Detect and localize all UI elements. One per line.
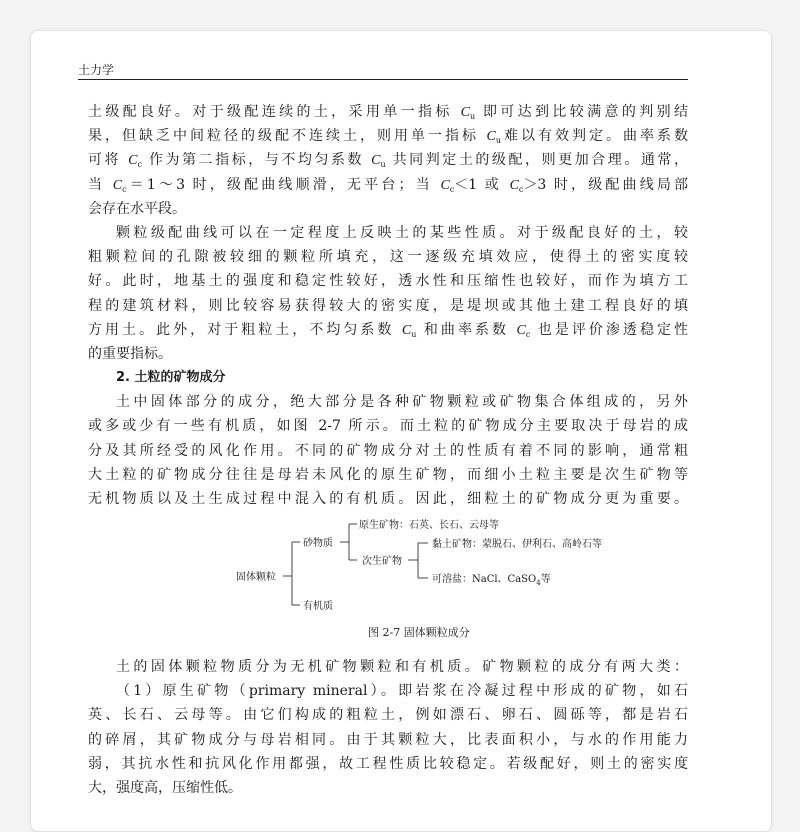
- paragraph-line: 的重要指标。: [88, 345, 172, 362]
- node-primary-mineral: 原生矿物：石英、长石、云母等: [359, 520, 499, 531]
- node-organic: 有机质: [303, 601, 333, 612]
- figure-caption: 图 2-7 固体颗粒成分: [368, 626, 470, 639]
- paragraph-line: 的碎屑，其矿物成分与母岩相同。由于其颗粒大，比表面积小，与水的作用能力: [88, 731, 688, 748]
- paragraph-line: 当 $C_c=1\sim 3$ 时，级配曲线顺滑，无平台；当 $C_c<1$ 或 $C_c>3$ 时，级配曲线局部: [88, 176, 689, 194]
- paragraph-line: 可将 $C_c$ 作为第二指标，与不均匀系数 $C_u$ 共同判定土的级配，则更加合理。通常，: [88, 152, 689, 170]
- running-header: 土力学: [78, 63, 115, 77]
- paragraph-line: 土中固体部分的成分，绝大部分是各种矿物颗粒或矿物集合体组成的，另外: [116, 394, 688, 411]
- paragraph-line: 无机物质以及土生成过程中混入的有机质。因此，细粒土的矿物成分更为重要。: [88, 491, 688, 507]
- node-soluble-salt: 可溶盐：NaCl、CaSO$_4$等: [432, 574, 551, 587]
- body-text-lower: [88, 655, 688, 800]
- header-rule: [78, 79, 688, 80]
- paragraph-line: 大，强度高，压缩性低。: [88, 779, 242, 796]
- paragraph-line: （1）原生矿物（primary mineral）。即岩浆在冷凝过程中形成的矿物，如石: [116, 683, 688, 700]
- paragraph-line: 程的建筑材料，则比较容易获得较大的密实度，是堤坝或其他土建工程良好的填: [88, 297, 688, 314]
- paragraph-line: 土的固体颗粒物质分为无机矿物颗粒和有机质。矿物颗粒的成分有两大类：: [116, 659, 688, 675]
- paragraph-line: 或多或少有一些有机质，如图 2-7 所示。而土粒的矿物成分主要取决于母岩的成: [88, 418, 688, 435]
- paragraph-line: 弱，其抗水性和抗风化作用都强，故工程性质比较稳定。若级配好，则土的密实度: [88, 755, 688, 772]
- paragraph-line: 果，但缺乏中间粒径的级配不连续土，则用单一指标 $C_u$难以有效判定。曲率系数: [88, 128, 688, 146]
- paragraph-line: 英、长石、云母等。由它们构成的粗粒土，例如漂石、卵石、圆砾等，都是岩石: [88, 707, 688, 724]
- paragraph-line: 土级配良好。对于级配连续的土，采用单一指标 $C_u$ 即可达到比较满意的判别结: [88, 104, 689, 121]
- paragraph-line: 分及其所经受的风化作用。不同的矿物成分对土的性质有着不同的影响，通常粗: [88, 442, 688, 459]
- paragraph-line: 好。此时，地基土的强度和稳定性较好，透水性和压缩性也较好，而作为填方工: [88, 273, 688, 290]
- body-text: [88, 100, 688, 511]
- node-sand: 砂物质: [303, 538, 333, 549]
- paragraph-line: 大土粒的矿物成分往往是母岩未风化的原生矿物，而细小土粒主要是次生矿物等: [88, 466, 688, 483]
- paragraph-line: 方用土。此外，对于粗粒土，不均匀系数 $C_u$ 和曲率系数 $C_c$ 也是评价渗透稳定性: [88, 321, 688, 339]
- section-heading: 2. 土粒的矿物成分: [116, 370, 226, 386]
- node-root: 固体颗粒: [236, 572, 276, 583]
- node-clay-mineral: 黏土矿物：蒙脱石、伊利石、高岭石等: [432, 539, 602, 550]
- paragraph-line: 粗颗粒间的孔隙被较细的颗粒所填充，这一逐级充填效应，使得土的密实度较: [88, 249, 688, 266]
- node-secondary-mineral: 次生矿物: [362, 556, 402, 567]
- paragraph-line: 颗粒级配曲线可以在一定程度上反映土的某些性质。对于级配良好的土，较: [116, 224, 688, 241]
- paragraph-line: 会存在水平段。: [88, 200, 186, 217]
